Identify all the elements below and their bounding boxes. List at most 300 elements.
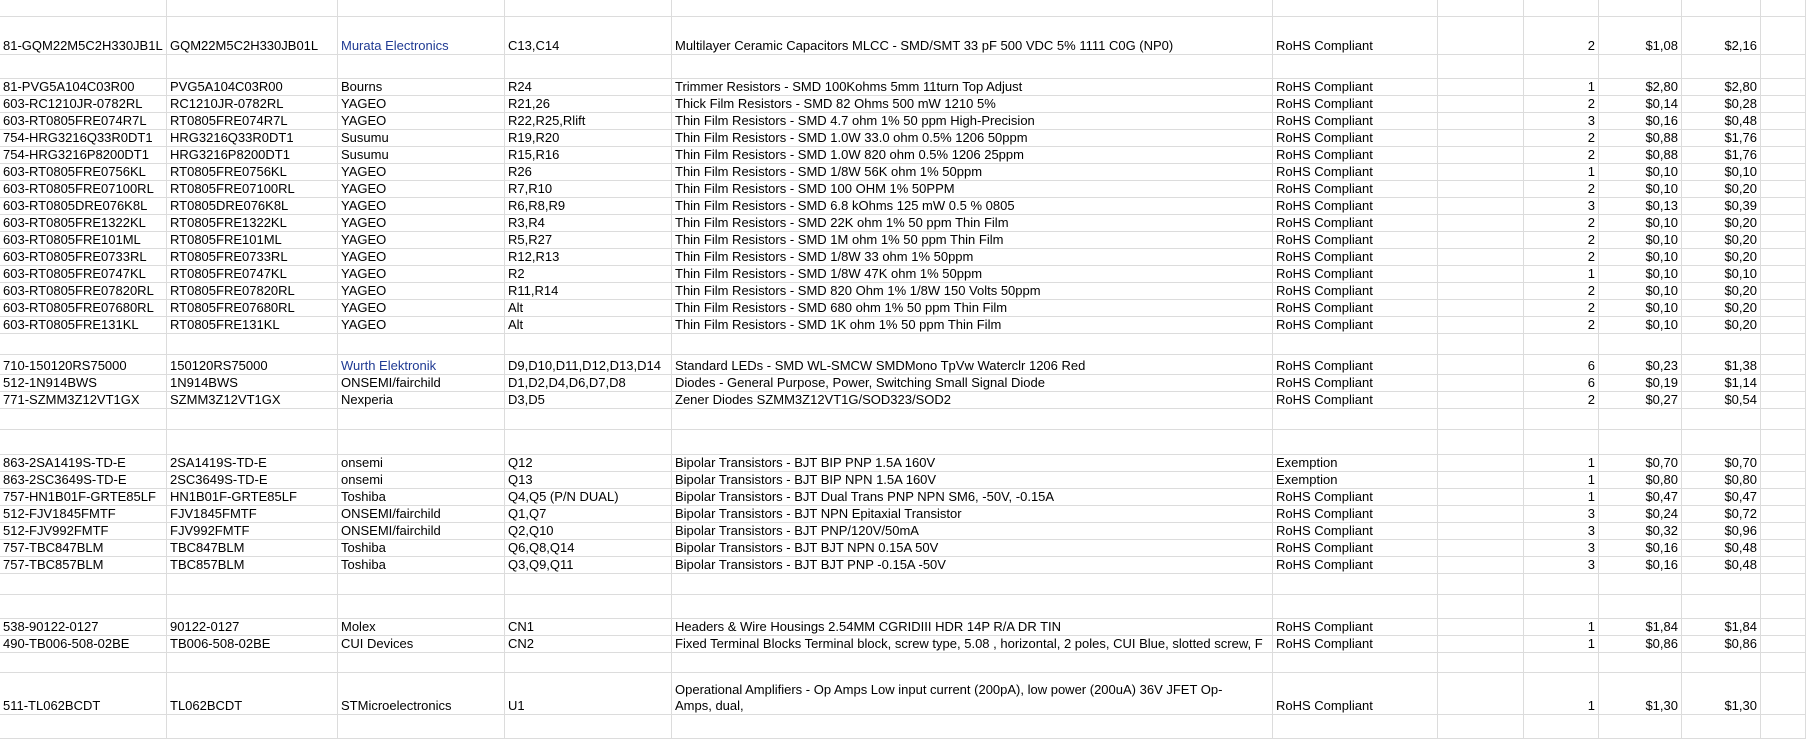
cell-rohs[interactable] bbox=[1273, 556, 1438, 573]
cell-unit[interactable] bbox=[1599, 333, 1682, 354]
cell-mouser[interactable] bbox=[0, 231, 167, 248]
cell-blank2[interactable] bbox=[1761, 163, 1806, 180]
cell-mouser[interactable] bbox=[0, 265, 167, 282]
cell-refs[interactable] bbox=[505, 163, 672, 180]
cell-unit[interactable] bbox=[1599, 556, 1682, 573]
cell-qty[interactable] bbox=[1524, 333, 1599, 354]
cell-mfr-pn[interactable] bbox=[167, 316, 338, 333]
cell-mfr[interactable] bbox=[338, 556, 505, 573]
cell-rohs[interactable] bbox=[1273, 594, 1438, 618]
cell-blank1[interactable] bbox=[1438, 672, 1524, 714]
cell-mouser[interactable] bbox=[0, 505, 167, 522]
cell-mfr[interactable] bbox=[338, 0, 505, 16]
cell-qty[interactable] bbox=[1524, 180, 1599, 197]
cell-ext[interactable] bbox=[1682, 652, 1761, 672]
cell-desc[interactable] bbox=[672, 129, 1273, 146]
cell-unit[interactable] bbox=[1599, 248, 1682, 265]
cell-ext[interactable] bbox=[1682, 429, 1761, 454]
cell-blank2[interactable] bbox=[1761, 265, 1806, 282]
cell-mouser[interactable] bbox=[0, 163, 167, 180]
cell-mouser[interactable] bbox=[0, 391, 167, 408]
cell-mfr-pn[interactable] bbox=[167, 333, 338, 354]
cell-refs[interactable] bbox=[505, 408, 672, 429]
cell-blank2[interactable] bbox=[1761, 505, 1806, 522]
cell-mfr[interactable] bbox=[338, 714, 505, 738]
cell-mfr[interactable] bbox=[338, 180, 505, 197]
cell-ext[interactable] bbox=[1682, 163, 1761, 180]
cell-mfr[interactable] bbox=[338, 522, 505, 539]
cell-unit[interactable] bbox=[1599, 265, 1682, 282]
cell-refs[interactable] bbox=[505, 539, 672, 556]
cell-blank2[interactable] bbox=[1761, 573, 1806, 594]
cell-desc[interactable] bbox=[672, 618, 1273, 635]
cell-desc[interactable] bbox=[672, 714, 1273, 738]
cell-unit[interactable] bbox=[1599, 54, 1682, 78]
cell-mfr-pn[interactable] bbox=[167, 78, 338, 95]
cell-ext[interactable] bbox=[1682, 78, 1761, 95]
cell-blank1[interactable] bbox=[1438, 454, 1524, 471]
cell-blank2[interactable] bbox=[1761, 112, 1806, 129]
cell-mouser[interactable] bbox=[0, 54, 167, 78]
cell-mfr-pn[interactable] bbox=[167, 354, 338, 374]
cell-mfr-pn[interactable] bbox=[167, 556, 338, 573]
cell-mfr-pn[interactable] bbox=[167, 635, 338, 652]
cell-mouser[interactable] bbox=[0, 214, 167, 231]
cell-refs[interactable] bbox=[505, 471, 672, 488]
cell-qty[interactable] bbox=[1524, 652, 1599, 672]
cell-mfr-pn[interactable] bbox=[167, 573, 338, 594]
cell-mouser[interactable] bbox=[0, 354, 167, 374]
cell-refs[interactable] bbox=[505, 391, 672, 408]
cell-desc[interactable] bbox=[672, 16, 1273, 54]
cell-ext[interactable] bbox=[1682, 618, 1761, 635]
cell-blank1[interactable] bbox=[1438, 652, 1524, 672]
cell-ext[interactable] bbox=[1682, 0, 1761, 16]
cell-qty[interactable] bbox=[1524, 282, 1599, 299]
cell-rohs[interactable] bbox=[1273, 652, 1438, 672]
cell-refs[interactable] bbox=[505, 429, 672, 454]
cell-rohs[interactable] bbox=[1273, 54, 1438, 78]
cell-unit[interactable] bbox=[1599, 488, 1682, 505]
cell-qty[interactable] bbox=[1524, 265, 1599, 282]
cell-mouser[interactable] bbox=[0, 299, 167, 316]
cell-blank2[interactable] bbox=[1761, 391, 1806, 408]
cell-mouser[interactable] bbox=[0, 282, 167, 299]
cell-mfr[interactable] bbox=[338, 129, 505, 146]
cell-qty[interactable] bbox=[1524, 146, 1599, 163]
cell-mfr-pn[interactable] bbox=[167, 163, 338, 180]
cell-rohs[interactable] bbox=[1273, 354, 1438, 374]
cell-qty[interactable] bbox=[1524, 54, 1599, 78]
cell-blank2[interactable] bbox=[1761, 594, 1806, 618]
cell-mfr-pn[interactable] bbox=[167, 714, 338, 738]
cell-blank2[interactable] bbox=[1761, 16, 1806, 54]
cell-rohs[interactable] bbox=[1273, 454, 1438, 471]
cell-rohs[interactable] bbox=[1273, 618, 1438, 635]
cell-mfr-pn[interactable] bbox=[167, 374, 338, 391]
cell-refs[interactable] bbox=[505, 16, 672, 54]
cell-mouser[interactable] bbox=[0, 714, 167, 738]
cell-unit[interactable] bbox=[1599, 197, 1682, 214]
cell-refs[interactable] bbox=[505, 180, 672, 197]
cell-qty[interactable] bbox=[1524, 672, 1599, 714]
cell-desc[interactable] bbox=[672, 197, 1273, 214]
cell-blank2[interactable] bbox=[1761, 454, 1806, 471]
cell-ext[interactable] bbox=[1682, 146, 1761, 163]
cell-ext[interactable] bbox=[1682, 374, 1761, 391]
cell-blank1[interactable] bbox=[1438, 618, 1524, 635]
cell-ext[interactable] bbox=[1682, 316, 1761, 333]
cell-ext[interactable] bbox=[1682, 488, 1761, 505]
cell-desc[interactable] bbox=[672, 454, 1273, 471]
cell-refs[interactable] bbox=[505, 129, 672, 146]
cell-ext[interactable] bbox=[1682, 573, 1761, 594]
cell-ext[interactable] bbox=[1682, 16, 1761, 54]
cell-blank1[interactable] bbox=[1438, 54, 1524, 78]
cell-rohs[interactable] bbox=[1273, 374, 1438, 391]
cell-ext[interactable] bbox=[1682, 214, 1761, 231]
cell-ext[interactable] bbox=[1682, 556, 1761, 573]
cell-ext[interactable] bbox=[1682, 714, 1761, 738]
cell-qty[interactable] bbox=[1524, 78, 1599, 95]
cell-ext[interactable] bbox=[1682, 354, 1761, 374]
cell-rohs[interactable] bbox=[1273, 635, 1438, 652]
cell-ext[interactable] bbox=[1682, 197, 1761, 214]
cell-rohs[interactable] bbox=[1273, 163, 1438, 180]
cell-mfr-pn[interactable] bbox=[167, 618, 338, 635]
cell-blank2[interactable] bbox=[1761, 714, 1806, 738]
cell-qty[interactable] bbox=[1524, 391, 1599, 408]
cell-blank1[interactable] bbox=[1438, 129, 1524, 146]
cell-rohs[interactable] bbox=[1273, 78, 1438, 95]
cell-rohs[interactable] bbox=[1273, 522, 1438, 539]
cell-mouser[interactable] bbox=[0, 539, 167, 556]
cell-mouser[interactable] bbox=[0, 78, 167, 95]
cell-desc[interactable] bbox=[672, 54, 1273, 78]
cell-qty[interactable] bbox=[1524, 594, 1599, 618]
cell-mouser[interactable] bbox=[0, 146, 167, 163]
cell-mfr[interactable] bbox=[338, 112, 505, 129]
cell-mfr[interactable] bbox=[338, 652, 505, 672]
cell-refs[interactable] bbox=[505, 354, 672, 374]
cell-qty[interactable] bbox=[1524, 714, 1599, 738]
cell-mfr[interactable] bbox=[338, 197, 505, 214]
cell-blank2[interactable] bbox=[1761, 248, 1806, 265]
cell-mouser[interactable] bbox=[0, 408, 167, 429]
cell-blank2[interactable] bbox=[1761, 652, 1806, 672]
cell-mfr[interactable] bbox=[338, 354, 505, 374]
cell-blank2[interactable] bbox=[1761, 471, 1806, 488]
cell-rohs[interactable] bbox=[1273, 197, 1438, 214]
cell-rohs[interactable] bbox=[1273, 672, 1438, 714]
cell-blank1[interactable] bbox=[1438, 505, 1524, 522]
cell-blank2[interactable] bbox=[1761, 231, 1806, 248]
cell-blank2[interactable] bbox=[1761, 54, 1806, 78]
cell-blank2[interactable] bbox=[1761, 129, 1806, 146]
cell-rohs[interactable] bbox=[1273, 146, 1438, 163]
cell-ext[interactable] bbox=[1682, 95, 1761, 112]
cell-rohs[interactable] bbox=[1273, 316, 1438, 333]
cell-blank1[interactable] bbox=[1438, 299, 1524, 316]
cell-refs[interactable] bbox=[505, 635, 672, 652]
cell-mfr[interactable] bbox=[338, 95, 505, 112]
cell-mouser[interactable] bbox=[0, 522, 167, 539]
cell-mfr[interactable] bbox=[338, 282, 505, 299]
cell-refs[interactable] bbox=[505, 618, 672, 635]
cell-refs[interactable] bbox=[505, 265, 672, 282]
cell-qty[interactable] bbox=[1524, 16, 1599, 54]
cell-desc[interactable] bbox=[672, 505, 1273, 522]
cell-qty[interactable] bbox=[1524, 316, 1599, 333]
cell-desc[interactable] bbox=[672, 429, 1273, 454]
cell-unit[interactable] bbox=[1599, 522, 1682, 539]
cell-mfr[interactable] bbox=[338, 316, 505, 333]
cell-blank2[interactable] bbox=[1761, 299, 1806, 316]
cell-unit[interactable] bbox=[1599, 95, 1682, 112]
cell-mfr-pn[interactable] bbox=[167, 95, 338, 112]
cell-mfr-pn[interactable] bbox=[167, 197, 338, 214]
cell-unit[interactable] bbox=[1599, 112, 1682, 129]
cell-qty[interactable] bbox=[1524, 488, 1599, 505]
cell-desc[interactable] bbox=[672, 539, 1273, 556]
cell-refs[interactable] bbox=[505, 299, 672, 316]
cell-blank1[interactable] bbox=[1438, 248, 1524, 265]
cell-blank1[interactable] bbox=[1438, 78, 1524, 95]
cell-blank1[interactable] bbox=[1438, 333, 1524, 354]
cell-refs[interactable] bbox=[505, 0, 672, 16]
cell-blank2[interactable] bbox=[1761, 618, 1806, 635]
cell-desc[interactable] bbox=[672, 471, 1273, 488]
cell-qty[interactable] bbox=[1524, 573, 1599, 594]
cell-blank2[interactable] bbox=[1761, 180, 1806, 197]
cell-blank2[interactable] bbox=[1761, 282, 1806, 299]
cell-mouser[interactable] bbox=[0, 556, 167, 573]
cell-unit[interactable] bbox=[1599, 429, 1682, 454]
cell-desc[interactable] bbox=[672, 316, 1273, 333]
cell-mfr-pn[interactable] bbox=[167, 112, 338, 129]
cell-mouser[interactable] bbox=[0, 454, 167, 471]
cell-mfr[interactable] bbox=[338, 539, 505, 556]
cell-refs[interactable] bbox=[505, 454, 672, 471]
cell-rohs[interactable] bbox=[1273, 265, 1438, 282]
cell-mfr[interactable] bbox=[338, 16, 505, 54]
cell-blank2[interactable] bbox=[1761, 95, 1806, 112]
cell-blank2[interactable] bbox=[1761, 214, 1806, 231]
cell-qty[interactable] bbox=[1524, 539, 1599, 556]
cell-mfr[interactable] bbox=[338, 488, 505, 505]
cell-mfr-pn[interactable] bbox=[167, 248, 338, 265]
cell-refs[interactable] bbox=[505, 594, 672, 618]
cell-qty[interactable] bbox=[1524, 299, 1599, 316]
cell-rohs[interactable] bbox=[1273, 231, 1438, 248]
cell-rohs[interactable] bbox=[1273, 95, 1438, 112]
cell-refs[interactable] bbox=[505, 374, 672, 391]
cell-blank1[interactable] bbox=[1438, 539, 1524, 556]
cell-mfr-pn[interactable] bbox=[167, 282, 338, 299]
cell-rohs[interactable] bbox=[1273, 539, 1438, 556]
cell-unit[interactable] bbox=[1599, 505, 1682, 522]
cell-ext[interactable] bbox=[1682, 454, 1761, 471]
cell-desc[interactable] bbox=[672, 556, 1273, 573]
cell-blank2[interactable] bbox=[1761, 408, 1806, 429]
cell-unit[interactable] bbox=[1599, 0, 1682, 16]
cell-blank2[interactable] bbox=[1761, 488, 1806, 505]
cell-refs[interactable] bbox=[505, 282, 672, 299]
cell-desc[interactable] bbox=[672, 672, 1273, 714]
cell-desc[interactable] bbox=[672, 78, 1273, 95]
cell-desc[interactable] bbox=[672, 112, 1273, 129]
cell-mouser[interactable] bbox=[0, 635, 167, 652]
cell-unit[interactable] bbox=[1599, 573, 1682, 594]
cell-qty[interactable] bbox=[1524, 95, 1599, 112]
cell-mouser[interactable] bbox=[0, 197, 167, 214]
cell-blank2[interactable] bbox=[1761, 316, 1806, 333]
cell-mfr[interactable] bbox=[338, 299, 505, 316]
cell-mfr[interactable] bbox=[338, 333, 505, 354]
cell-mfr-pn[interactable] bbox=[167, 391, 338, 408]
cell-desc[interactable] bbox=[672, 231, 1273, 248]
cell-refs[interactable] bbox=[505, 714, 672, 738]
cell-rohs[interactable] bbox=[1273, 248, 1438, 265]
cell-mfr-pn[interactable] bbox=[167, 505, 338, 522]
cell-desc[interactable] bbox=[672, 635, 1273, 652]
cell-mfr-pn[interactable] bbox=[167, 129, 338, 146]
cell-blank1[interactable] bbox=[1438, 16, 1524, 54]
cell-qty[interactable] bbox=[1524, 429, 1599, 454]
cell-desc[interactable] bbox=[672, 488, 1273, 505]
cell-rohs[interactable] bbox=[1273, 573, 1438, 594]
cell-mfr-pn[interactable] bbox=[167, 429, 338, 454]
cell-unit[interactable] bbox=[1599, 635, 1682, 652]
cell-blank1[interactable] bbox=[1438, 635, 1524, 652]
cell-blank2[interactable] bbox=[1761, 197, 1806, 214]
cell-blank1[interactable] bbox=[1438, 391, 1524, 408]
cell-mouser[interactable] bbox=[0, 0, 167, 16]
cell-blank1[interactable] bbox=[1438, 714, 1524, 738]
cell-blank1[interactable] bbox=[1438, 112, 1524, 129]
cell-qty[interactable] bbox=[1524, 231, 1599, 248]
cell-unit[interactable] bbox=[1599, 594, 1682, 618]
cell-desc[interactable] bbox=[672, 354, 1273, 374]
cell-ext[interactable] bbox=[1682, 129, 1761, 146]
cell-mfr-pn[interactable] bbox=[167, 0, 338, 16]
cell-unit[interactable] bbox=[1599, 129, 1682, 146]
cell-mfr[interactable] bbox=[338, 163, 505, 180]
cell-blank1[interactable] bbox=[1438, 556, 1524, 573]
cell-mfr[interactable] bbox=[338, 374, 505, 391]
cell-ext[interactable] bbox=[1682, 672, 1761, 714]
cell-mfr-pn[interactable] bbox=[167, 594, 338, 618]
cell-mfr[interactable] bbox=[338, 78, 505, 95]
cell-ext[interactable] bbox=[1682, 471, 1761, 488]
cell-rohs[interactable] bbox=[1273, 214, 1438, 231]
cell-refs[interactable] bbox=[505, 146, 672, 163]
cell-mouser[interactable] bbox=[0, 248, 167, 265]
cell-blank1[interactable] bbox=[1438, 0, 1524, 16]
cell-unit[interactable] bbox=[1599, 618, 1682, 635]
cell-rohs[interactable] bbox=[1273, 471, 1438, 488]
cell-mfr-pn[interactable] bbox=[167, 522, 338, 539]
cell-rohs[interactable] bbox=[1273, 0, 1438, 16]
cell-rohs[interactable] bbox=[1273, 714, 1438, 738]
cell-mouser[interactable] bbox=[0, 374, 167, 391]
cell-rohs[interactable] bbox=[1273, 408, 1438, 429]
cell-unit[interactable] bbox=[1599, 354, 1682, 374]
cell-unit[interactable] bbox=[1599, 231, 1682, 248]
cell-unit[interactable] bbox=[1599, 408, 1682, 429]
cell-refs[interactable] bbox=[505, 573, 672, 594]
cell-mfr[interactable] bbox=[338, 635, 505, 652]
cell-ext[interactable] bbox=[1682, 299, 1761, 316]
cell-mfr-pn[interactable] bbox=[167, 265, 338, 282]
cell-ext[interactable] bbox=[1682, 333, 1761, 354]
cell-qty[interactable] bbox=[1524, 354, 1599, 374]
cell-rohs[interactable] bbox=[1273, 391, 1438, 408]
cell-mouser[interactable] bbox=[0, 672, 167, 714]
cell-refs[interactable] bbox=[505, 231, 672, 248]
cell-refs[interactable] bbox=[505, 248, 672, 265]
cell-blank1[interactable] bbox=[1438, 197, 1524, 214]
cell-mfr-pn[interactable] bbox=[167, 231, 338, 248]
cell-blank1[interactable] bbox=[1438, 429, 1524, 454]
cell-blank2[interactable] bbox=[1761, 672, 1806, 714]
cell-desc[interactable] bbox=[672, 282, 1273, 299]
cell-desc[interactable] bbox=[672, 299, 1273, 316]
cell-blank2[interactable] bbox=[1761, 539, 1806, 556]
cell-desc[interactable] bbox=[672, 333, 1273, 354]
cell-blank2[interactable] bbox=[1761, 635, 1806, 652]
cell-blank1[interactable] bbox=[1438, 471, 1524, 488]
cell-mouser[interactable] bbox=[0, 471, 167, 488]
cell-qty[interactable] bbox=[1524, 618, 1599, 635]
cell-mfr[interactable] bbox=[338, 408, 505, 429]
cell-qty[interactable] bbox=[1524, 522, 1599, 539]
cell-mfr[interactable] bbox=[338, 594, 505, 618]
cell-unit[interactable] bbox=[1599, 454, 1682, 471]
cell-desc[interactable] bbox=[672, 391, 1273, 408]
cell-mfr-pn[interactable] bbox=[167, 672, 338, 714]
cell-blank1[interactable] bbox=[1438, 146, 1524, 163]
cell-mouser[interactable] bbox=[0, 594, 167, 618]
cell-refs[interactable] bbox=[505, 316, 672, 333]
cell-blank1[interactable] bbox=[1438, 488, 1524, 505]
cell-ext[interactable] bbox=[1682, 231, 1761, 248]
cell-rohs[interactable] bbox=[1273, 129, 1438, 146]
cell-rohs[interactable] bbox=[1273, 16, 1438, 54]
cell-mfr[interactable] bbox=[338, 265, 505, 282]
cell-desc[interactable] bbox=[672, 248, 1273, 265]
cell-ext[interactable] bbox=[1682, 282, 1761, 299]
cell-blank1[interactable] bbox=[1438, 374, 1524, 391]
cell-mfr[interactable] bbox=[338, 672, 505, 714]
cell-refs[interactable] bbox=[505, 522, 672, 539]
cell-ext[interactable] bbox=[1682, 265, 1761, 282]
cell-mfr-pn[interactable] bbox=[167, 16, 338, 54]
cell-rohs[interactable] bbox=[1273, 488, 1438, 505]
cell-unit[interactable] bbox=[1599, 146, 1682, 163]
cell-qty[interactable] bbox=[1524, 248, 1599, 265]
cell-blank2[interactable] bbox=[1761, 333, 1806, 354]
cell-refs[interactable] bbox=[505, 556, 672, 573]
cell-mfr[interactable] bbox=[338, 214, 505, 231]
cell-mouser[interactable] bbox=[0, 112, 167, 129]
cell-refs[interactable] bbox=[505, 672, 672, 714]
cell-rohs[interactable] bbox=[1273, 180, 1438, 197]
cell-blank1[interactable] bbox=[1438, 573, 1524, 594]
cell-blank1[interactable] bbox=[1438, 231, 1524, 248]
cell-desc[interactable] bbox=[672, 180, 1273, 197]
cell-mfr-pn[interactable] bbox=[167, 454, 338, 471]
